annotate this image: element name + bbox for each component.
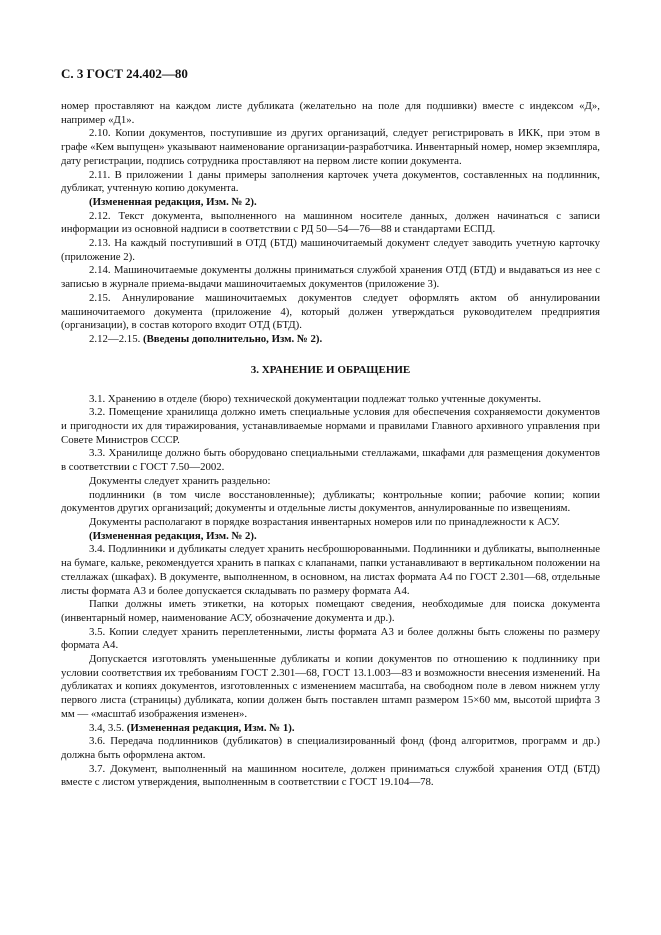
- paragraph-3-6: 3.6. Передача подлинников (дубликатов) в специализированный фонд (фонд алгоритмов, программ и др.) должна быть оформлена актом.: [61, 735, 600, 761]
- paragraph-2-11: 2.11. В приложении 1 даны примеры заполнения карточек учета документов, составленных на подлинник, дубликат, учтенную копию документа.: [61, 168, 600, 195]
- paragraph-3-1: 3.1. Хранению в отделе (бюро) технической документации подлежат только учтенные документы.: [89, 392, 542, 405]
- page-header: С. 3 ГОСТ 24.402—80: [61, 66, 188, 81]
- paragraph-2-10: 2.10. Копии документов, поступившие из других организаций, следует регистрировать в ИКК, при этом в графе «Кем выпущен» указывают наименование организации-разработчика. Инвентарный номер, номер экземпляра, дату регистрации, подпись сотрудника проставляют на первом листе копии документа.: [61, 127, 600, 167]
- revision-range-text: (Введены дополнительно, Изм. № 2).: [142, 332, 323, 345]
- paragraph-3-3: 3.3. Хранилище должно быть оборудовано специальными стеллажами, шкафами для размещения документов в соответствии с ГОСТ 7.50—2002.: [61, 447, 600, 474]
- paragraph-continuation: номер проставляют на каждом листе дубликата (желательно на поле для подшивки) вместе с индексом «Д», например «Д1».: [61, 100, 600, 126]
- paragraph-3-3-storage: Документы следует хранить раздельно:: [89, 474, 271, 487]
- revision-note-text: (Измененная редакция, Изм. № 2).: [89, 529, 257, 542]
- revision-items-number: 3.4, 3.5.: [89, 721, 127, 734]
- revision-items-text: (Измененная редакция, Изм. № 1).: [126, 721, 295, 734]
- paragraph-3-7: 3.7. Документ, выполненный на машинном носителе, должен приниматься службой хранения ОТД (БТД) вместе с листом утверждения, выполненным в соответствии с ГОСТ 19.104—78.: [61, 762, 600, 789]
- paragraph-3-3-order: Документы располагают в порядке возрастания инвентарных номеров или по принадлежности к АСУ.: [89, 515, 560, 528]
- paragraph-2-12: 2.12. Текст документа, выполненного на машинном носителе данных, должен начинаться с записи информации из основной надписи в соответствии с РД 50—54—76—88 и стандартами ЕСПД.: [61, 209, 600, 236]
- paragraph-2-15: 2.15. Аннулирование машиночитаемых документов следует оформлять актом об аннулировании машиночитаемого документа (приложение 4), который должен утверждаться руководителем предприятия (организации), в состав которого входит ОТД (БТД).: [61, 291, 600, 332]
- paragraph-2-13: 2.13. На каждый поступивший в ОТД (БТД) машиночитаемый документ следует заводить учетную карточку (приложение 2).: [61, 237, 600, 263]
- revision-note: [61, 530, 600, 544]
- paragraph-3-3-list: подлинники (в том числе восстановленные); дубликаты; контрольные копии; рабочие копии; копии документов других организаций; документы и отдельные листы документов, аннулированные по извещениям.: [61, 488, 600, 515]
- revision-note-3-4-3-5: [61, 722, 600, 736]
- revision-range-number: 2.12—2.15.: [89, 332, 143, 345]
- revision-note-text: (Измененная редакция, Изм. № 2).: [89, 195, 257, 208]
- paragraph-3-2: 3.2. Помещение хранилища должно иметь специальные условия для обеспечения сохраняемости документов и пригодности их для тиражирования, устанавливаемые нормами и правилами Главного архивного управления при Совете Министров СССР.: [61, 406, 600, 446]
- section-heading: 3. ХРАНЕНИЕ И ОБРАЩЕНИЕ: [250, 363, 411, 376]
- paragraph-2-14: 2.14. Машиночитаемые документы должны приниматься службой хранения ОТД (БТД) и выдаваться из нее с записью в журнале приема-выдачи машиночитаемых документов (приложение 3).: [61, 264, 600, 291]
- paragraph-3-4: 3.4. Подлинники и дубликаты следует хранить несброшюрованными. Подлинники и дубликаты, выполненные на бумаге, кальке, рекомендуется хранить в папках с клапанами, папки устанавливают в вертикальном положении на стеллажах (шкафах). В документе, выполненном, в основном, на листах формата А4 по ГОСТ 2.301—68, отдельные листы формата А3 и более допускается складывать по размеру формата А4.: [61, 543, 600, 597]
- revision-note: [61, 196, 600, 210]
- paragraph-3-5: 3.5. Копии следует хранить переплетенными, листы формата А3 и более должны быть сложены по размеру формата А4.: [61, 625, 600, 652]
- paragraph-3-4-labels: Папки должны иметь этикетки, на которых помещают сведения, необходимые для поиска документа (инвентарный номер, наименование АСУ, обозначение документа и др.).: [61, 598, 600, 624]
- paragraph-3-5-reduced: Допускается изготовлять уменьшенные дубликаты и копии документов по отношению к подлиннику при условии соответствия их требованиям ГОСТ 2.301—68, ГОСТ 13.1.003—83 и возможности внесения изменений. На дубликатах и копиях документов, изготовленных с изменением масштаба, на свободном поле в левом нижнем углу первого листа (страницы) дубликата, копии должен быть поставлен штамп размером 15×60 мм, высотой шрифта 3 мм — «масштаб изображения изменен».: [61, 653, 600, 720]
- revision-note-range: [61, 333, 600, 347]
- document-body: [61, 100, 600, 790]
